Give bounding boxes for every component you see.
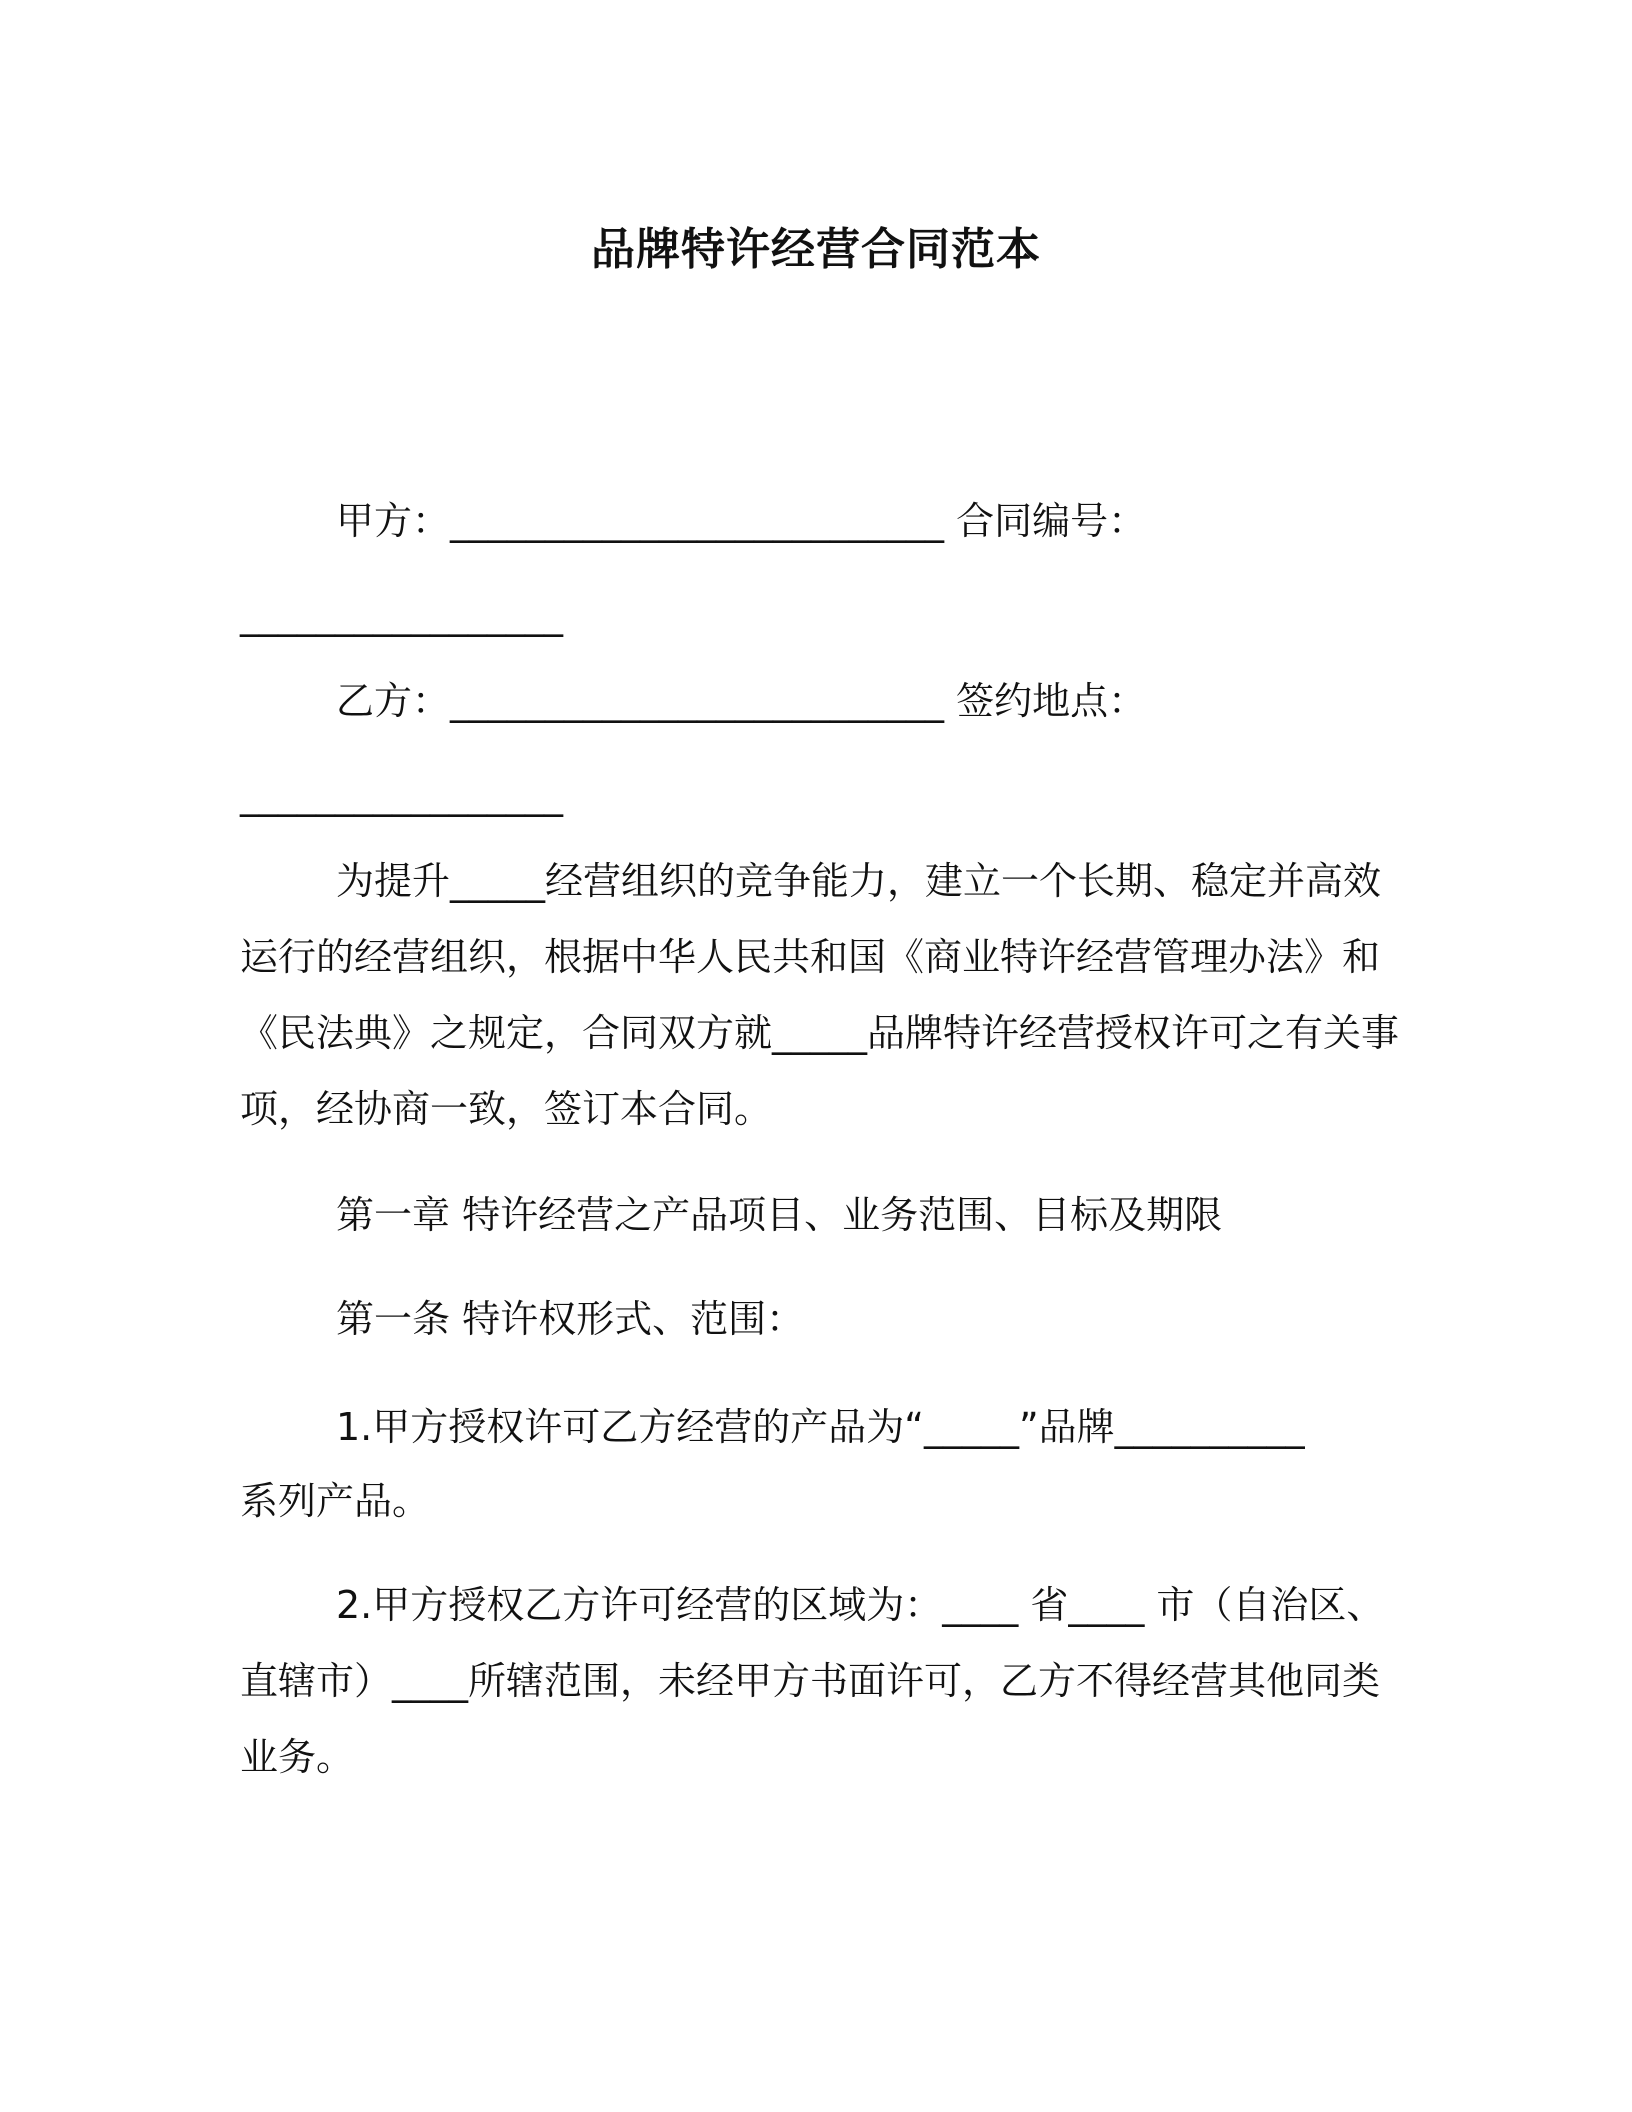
party-a-line: 甲方：__________________________ 合同编号： (336, 499, 1147, 543)
preamble-line-4: 项，经协商一致，签订本合同。 (240, 1087, 773, 1131)
clause-1-line-1: 1.甲方授权许可乙方经营的产品为“_____”品牌__________ (336, 1405, 1305, 1449)
preamble-line-3: 《民法典》之规定，合同双方就_____品牌特许经营授权许可之有关事 (240, 1011, 1400, 1055)
chapter-heading: 第一章 特许经营之产品项目、业务范围、目标及期限 (336, 1193, 1223, 1237)
signing-place-blank: _________________ (240, 773, 563, 817)
clause-2-line-2: 直辖市）____所辖范围，未经甲方书面许可，乙方不得经营其他同类 (240, 1659, 1381, 1703)
preamble-line-2: 运行的经营组织，根据中华人民共和国《商业特许经营管理办法》和 (240, 935, 1381, 979)
contract-number-blank: _________________ (240, 593, 563, 637)
clause-2-line-3: 业务。 (240, 1735, 355, 1779)
clause-1-line-2: 系列产品。 (240, 1479, 431, 1523)
preamble-line-1: 为提升_____经营组织的竞争能力，建立一个长期、稳定并高效 (336, 859, 1382, 903)
party-b-line: 乙方：__________________________ 签约地点： (336, 679, 1147, 723)
article-heading: 第一条 特许权形式、范围： (336, 1297, 805, 1341)
clause-2-line-1: 2.甲方授权乙方许可经营的区域为：____ 省____ 市（自治区、 (336, 1583, 1385, 1627)
document-title: 品牌特许经营合同范本 (591, 224, 1041, 275)
